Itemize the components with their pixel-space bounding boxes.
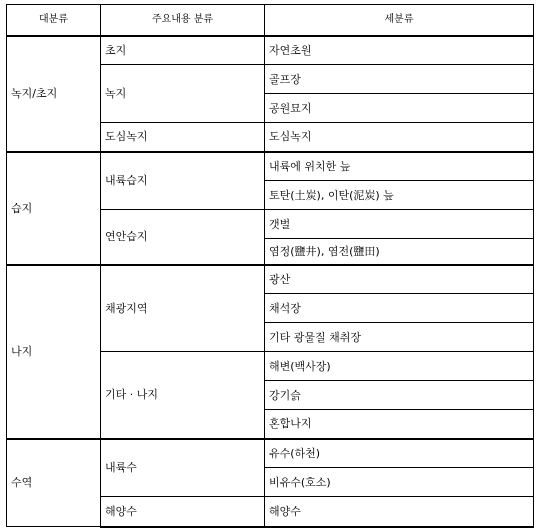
subcategory-cell: 기타 광물질 채취장 <box>265 323 534 352</box>
subcategory-cell: 비유수(호소) <box>265 468 534 497</box>
table-row <box>7 152 534 181</box>
subcategory-cell: 골프장 <box>265 65 534 94</box>
subcategory-cell: 강기슭 <box>265 381 534 410</box>
major-category-cell: 나지 <box>7 265 101 439</box>
main-content-cell: 녹지 <box>101 65 265 123</box>
main-content-cell: 연안습지 <box>101 210 265 265</box>
main-content-cell: 해양수 <box>101 497 265 527</box>
subcategory-cell: 도심녹지 <box>265 123 534 152</box>
header-row <box>7 5 534 36</box>
table-row <box>7 439 534 468</box>
header-subcategory: 세분류 <box>265 5 534 36</box>
major-category-cell: 녹지/초지 <box>7 36 101 152</box>
subcategory-cell: 유수(하천) <box>265 439 534 468</box>
main-content-cell: 채광지역 <box>101 265 265 352</box>
header-major-category: 대분류 <box>7 5 101 36</box>
main-content-cell: 내륙수 <box>101 439 265 497</box>
table-row <box>7 36 534 65</box>
land-classification-table <box>6 4 534 528</box>
subcategory-cell: 채석장 <box>265 294 534 323</box>
subcategory-cell: 염정(鹽井), 염전(鹽田) <box>265 239 534 265</box>
subcategory-cell: 해변(백사장) <box>265 352 534 381</box>
header-main-content-category: 주요내용 분류 <box>101 5 265 36</box>
main-content-cell: 초지 <box>101 36 265 65</box>
subcategory-cell: 혼합나지 <box>265 410 534 439</box>
subcategory-cell: 자연초원 <box>265 36 534 65</box>
subcategory-cell: 해양수 <box>265 497 534 527</box>
main-content-cell: 내륙습지 <box>101 152 265 210</box>
main-content-cell: 기타 · 나지 <box>101 352 265 439</box>
subcategory-cell: 갯벌 <box>265 210 534 239</box>
table-row <box>7 265 534 294</box>
main-content-cell: 도심녹지 <box>101 123 265 152</box>
major-category-cell: 수역 <box>7 439 101 527</box>
major-category-cell: 습지 <box>7 152 101 265</box>
subcategory-cell: 토탄(土炭), 이탄(泥炭) 늪 <box>265 181 534 210</box>
subcategory-cell: 내륙에 위치한 늪 <box>265 152 534 181</box>
subcategory-cell: 광산 <box>265 265 534 294</box>
subcategory-cell: 공원묘지 <box>265 94 534 123</box>
